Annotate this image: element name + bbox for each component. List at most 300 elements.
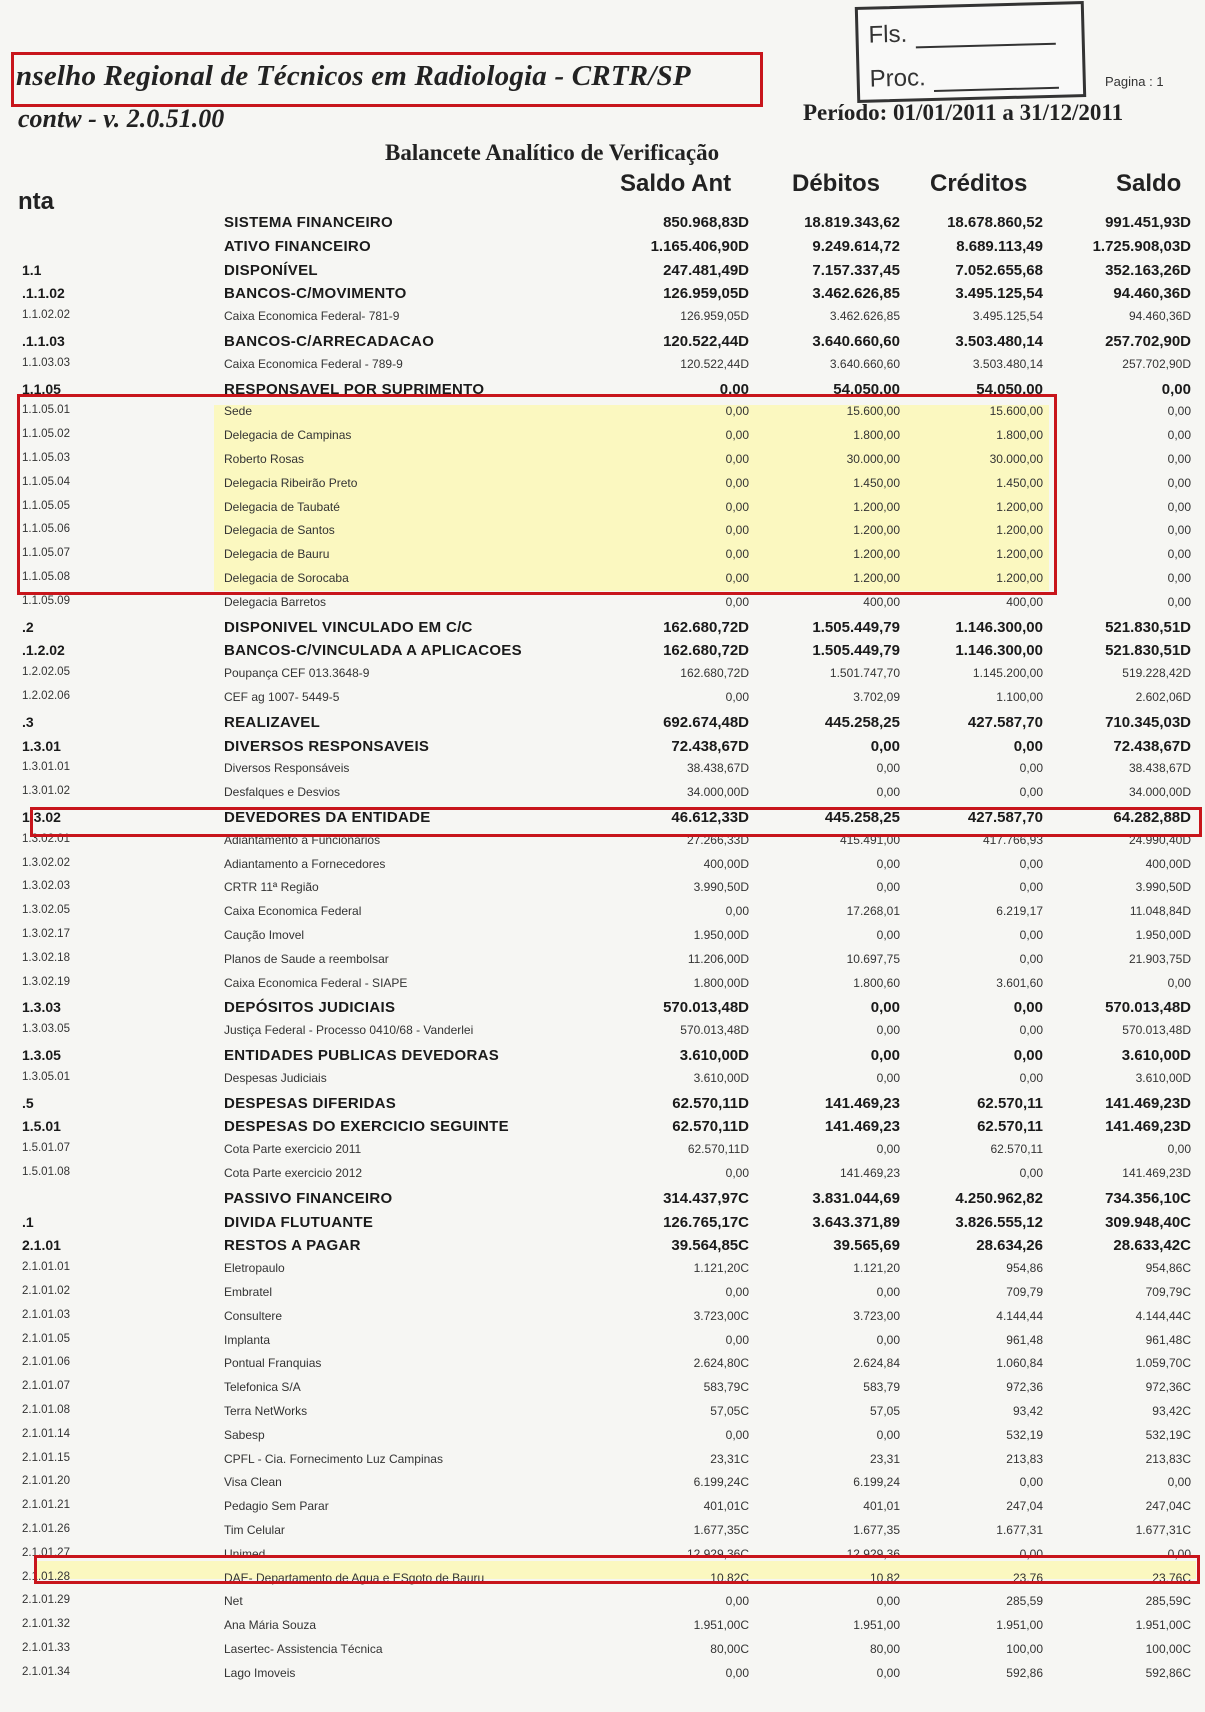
debitos-value: 0,00 [876, 856, 900, 871]
table-row [0, 642, 1205, 664]
debitos-value: 3.640.660,60 [829, 356, 900, 371]
saldo-ant-value: 0,00 [725, 1665, 749, 1680]
debitos-value: 10.697,75 [846, 951, 900, 966]
table-row [0, 1475, 1205, 1497]
debitos-value: 0,00 [876, 1332, 900, 1347]
debitos-value: 6.199,24 [853, 1475, 900, 1490]
saldo-value: 24.990,40D [1128, 832, 1191, 847]
account-description: Net [224, 1594, 243, 1609]
account-code: 1.1.05.07 [22, 547, 70, 560]
saldo-value: 11.048,84D [1129, 904, 1191, 919]
account-description: Roberto Rosas [224, 452, 305, 466]
account-description: REALIZAVEL [224, 713, 321, 731]
saldo-ant-value: 1.800,00D [693, 975, 749, 990]
account-description: Cota Parte exercicio 2011 [224, 1142, 362, 1157]
table-row [0, 666, 1205, 688]
account-description: Poupança CEF 013.3648-9 [224, 666, 370, 681]
saldo-ant-value: 34.000,00D [686, 785, 749, 800]
annotation-box-unimed [34, 1555, 1200, 1584]
report-title: Balancete Analítico de Verificação [385, 140, 720, 165]
table-row [0, 738, 1205, 760]
account-code: 2.1.01.33 [22, 1642, 70, 1654]
saldo-value: 570.013,48D [1122, 1023, 1191, 1038]
debitos-value: 0,00 [876, 1023, 900, 1038]
account-code: 1.3.03.05 [22, 1023, 70, 1036]
account-code: 1.3.02.17 [22, 928, 70, 940]
saldo-ant-value: 0,00 [725, 594, 749, 609]
saldo-value: 710.345,03D [1105, 713, 1191, 731]
creditos-value: 1.200,00 [996, 523, 1043, 538]
account-code: 2.1.01.08 [22, 1404, 70, 1416]
account-description: DESPESAS DIFERIDAS [224, 1094, 397, 1112]
account-code: 1.1.05.08 [22, 571, 70, 583]
saldo-ant-value: 0,00 [725, 1594, 749, 1609]
account-description: Delegacia de Santos [224, 523, 335, 538]
debitos-value: 17.268,01 [846, 904, 900, 919]
saldo-ant-value: 570.013,48D [663, 999, 749, 1017]
account-code: .3 [22, 713, 34, 730]
saldo-ant-value: 314.437,97C [663, 1189, 749, 1207]
saldo-value: 1.059,70C [1135, 1356, 1191, 1371]
saldo-value: 3.610,00D [1121, 1047, 1191, 1064]
account-code: 2.1.01 [22, 1237, 61, 1254]
saldo-value: 734.356,10C [1105, 1189, 1191, 1207]
table-row [0, 262, 1205, 284]
creditos-value: 0,00 [1013, 737, 1043, 755]
column-header-saldo-ant: Saldo Ant [620, 170, 732, 197]
account-code: 2.1.01.26 [22, 1523, 70, 1535]
account-code: 2.1.01.01 [22, 1261, 70, 1274]
account-code: 1.1.05.06 [22, 523, 70, 536]
debitos-value: 57,05 [869, 1404, 900, 1418]
account-code: 1.3.02.05 [22, 904, 70, 917]
debitos-value: 445.258,25 [824, 713, 900, 731]
saldo-ant-value: 570.013,48D [680, 1023, 749, 1038]
account-description: BANCOS-C/VINCULADA A APLICACOES [224, 642, 522, 660]
account-description: RESTOS A PAGAR [224, 1237, 361, 1255]
saldo-ant-value: 62.570,11D [687, 1142, 749, 1157]
saldo-value: 141.469,23D [1105, 1094, 1191, 1112]
table-row [0, 1237, 1205, 1259]
account-code: .2 [22, 618, 34, 635]
creditos-value: 417.766,93 [982, 832, 1043, 847]
account-description: DESPESAS DO EXERCICIO SEGUINTE [224, 1118, 509, 1136]
annotation-box-suprimento [17, 394, 1057, 595]
account-description: Eletropaulo [224, 1261, 285, 1276]
saldo-value: 0,00 [1167, 1475, 1191, 1490]
creditos-value: 3.503.480,14 [955, 333, 1043, 350]
saldo-ant-value: 692.674,48D [663, 713, 749, 731]
debitos-value: 1.200,00 [853, 571, 900, 585]
saldo-value: 0,00 [1167, 452, 1191, 466]
debitos-value: 2.624,84 [853, 1356, 900, 1371]
account-description: Caução Imovel [224, 928, 305, 942]
debitos-value: 30.000,00 [846, 452, 900, 466]
saldo-ant-value: 0,00 [725, 1166, 749, 1180]
debitos-value: 0,00 [876, 1142, 900, 1157]
table-row [0, 1333, 1205, 1355]
saldo-ant-value: 11.206,00D [687, 951, 749, 966]
table-row [0, 1666, 1205, 1688]
saldo-value: 0,00 [1167, 1546, 1191, 1561]
creditos-value: 961,48 [1006, 1332, 1043, 1347]
table-row [0, 214, 1205, 236]
creditos-value: 100,00 [1006, 1642, 1043, 1656]
table-row [0, 1452, 1205, 1474]
saldo-value: 28.633,42C [1113, 1237, 1191, 1255]
debitos-value: 7.157.337,45 [812, 261, 900, 279]
table-row [0, 880, 1205, 902]
account-code: 1.3.02.01 [22, 832, 70, 845]
saldo-ant-value: 39.564,85C [671, 1237, 749, 1255]
creditos-value: 23,76 [1012, 1570, 1043, 1585]
debitos-value: 3.831.044,69 [812, 1189, 900, 1207]
debitos-value: 0,00 [870, 999, 900, 1017]
account-description: ATIVO FINANCEIRO [224, 237, 372, 255]
creditos-value: 0,00 [1013, 1047, 1043, 1064]
debitos-value: 0,00 [870, 1047, 900, 1064]
account-code: 1.5.01.07 [22, 1142, 70, 1155]
saldo-ant-value: 3.990,50D [693, 880, 749, 895]
saldo-value: 709,79C [1145, 1285, 1191, 1299]
stamp-proc-line [934, 69, 1059, 92]
creditos-value: 1.145.200,00 [972, 666, 1043, 681]
saldo-ant-value: 0,00 [725, 452, 749, 466]
creditos-value: 1.200,00 [996, 499, 1043, 514]
saldo-ant-value: 400,00D [703, 856, 749, 871]
creditos-value: 1.146.300,00 [955, 642, 1043, 660]
account-code: .5 [22, 1094, 34, 1111]
account-description: Caixa Economica Federal [224, 904, 362, 919]
debitos-value: 1.200,00 [853, 499, 900, 514]
account-description: Tim Celular [224, 1523, 285, 1537]
account-description: Delegacia Barretos [224, 594, 327, 609]
account-code: 1.3.02.18 [22, 951, 70, 964]
debitos-value: 3.643.371,89 [812, 1213, 900, 1231]
creditos-value: 213,83 [1006, 1451, 1043, 1466]
account-description: Planos de Saude a reembolsar [224, 951, 389, 966]
saldo-ant-value: 23,31C [710, 1451, 749, 1466]
account-code: 1.2.02.06 [22, 690, 70, 702]
saldo-ant-value: 10,82C [710, 1570, 749, 1585]
account-code: 2.1.01.29 [22, 1594, 70, 1607]
creditos-value: 4.144,44 [996, 1308, 1043, 1323]
saldo-value: 972,36C [1145, 1380, 1191, 1395]
account-description: Implanta [224, 1332, 271, 1347]
account-description: DAE- Departamento de Agua e ESgoto de Bauru [224, 1570, 485, 1585]
creditos-value: 3.826.555,12 [955, 1213, 1043, 1231]
saldo-value: 0,00 [1167, 547, 1191, 562]
saldo-ant-value: 0,00 [719, 380, 749, 398]
creditos-value: 285,59 [1006, 1594, 1043, 1609]
account-description: RESPONSAVEL POR SUPRIMENTO [224, 380, 485, 398]
table-row [0, 357, 1205, 379]
table-row [0, 1214, 1205, 1236]
creditos-value: 1.800,00 [996, 428, 1043, 443]
saldo-ant-value: 0,00 [725, 904, 749, 919]
creditos-value: 54.050,00 [976, 380, 1043, 398]
creditos-value: 62.570,11 [977, 1118, 1043, 1136]
saldo-ant-value: 62.570,11D [672, 1118, 749, 1136]
saldo-value: 3.610,00D [1135, 1070, 1191, 1085]
saldo-value: 0,00 [1167, 475, 1191, 490]
creditos-value: 3.503.480,14 [972, 356, 1043, 371]
creditos-value: 4.250.962,82 [955, 1189, 1043, 1207]
saldo-ant-value: 0,00 [725, 1332, 749, 1347]
account-description: Ana Mária Souza [224, 1618, 317, 1633]
account-description: Consultere [224, 1308, 283, 1323]
account-description: Desfalques e Desvios [224, 785, 341, 800]
account-description: DISPONIVEL VINCULADO EM C/C [224, 618, 473, 636]
table-row [0, 1404, 1205, 1426]
debitos-value: 1.450,00 [853, 475, 900, 490]
saldo-ant-value: 3.610,00D [679, 1047, 749, 1064]
saldo-value: 1.950,00D [1135, 928, 1191, 942]
debitos-value: 400,00 [863, 594, 900, 609]
saldo-value: 570.013,48D [1105, 999, 1191, 1017]
saldo-value: 309.948,40C [1105, 1213, 1191, 1231]
saldo-value: 23,76C [1152, 1570, 1191, 1585]
saldo-value: 0,00 [1167, 428, 1191, 443]
account-code: 1.1.05.05 [22, 499, 70, 512]
saldo-ant-value: 0,00 [725, 404, 749, 419]
saldo-value: 93,42C [1152, 1404, 1191, 1418]
table-row [0, 714, 1205, 736]
saldo-value: 961,48C [1145, 1332, 1191, 1347]
table-row [0, 690, 1205, 712]
saldo-value: 21.903,75D [1128, 951, 1191, 966]
saldo-ant-value: 72.438,67D [671, 737, 749, 755]
account-description: Lasertec- Assistencia Técnica [224, 1642, 383, 1656]
debitos-value: 401,01 [863, 1499, 900, 1514]
saldo-value: 141.469,23D [1105, 1118, 1191, 1136]
creditos-value: 0,00 [1019, 856, 1043, 871]
saldo-value: 592,86C [1145, 1665, 1191, 1680]
account-code: 1.1.05.02 [22, 428, 70, 441]
saldo-ant-value: 3.610,00D [693, 1070, 749, 1085]
table-row [0, 1118, 1205, 1140]
account-description: Caixa Economica Federal - SIAPE [224, 975, 408, 990]
stamp-fls-line [915, 25, 1055, 49]
creditos-value: 1.951,00 [996, 1618, 1043, 1633]
saldo-ant-value: 46.612,33D [671, 809, 749, 826]
debitos-value: 1.800,00 [853, 428, 900, 443]
account-description: Pedagio Sem Parar [224, 1499, 329, 1514]
column-header-creditos: Créditos [930, 170, 1028, 197]
account-description: Cota Parte exercicio 2012 [224, 1166, 363, 1180]
saldo-value: 521.830,51D [1105, 642, 1191, 660]
table-row [0, 1618, 1205, 1640]
creditos-value: 3.601,60 [996, 975, 1043, 990]
saldo-value: 285,59C [1145, 1594, 1191, 1609]
saldo-value: 34.000,00D [1128, 785, 1191, 800]
page-number: Pagina : 1 [1105, 74, 1164, 89]
saldo-value: 4.144,44C [1135, 1308, 1191, 1323]
saldo-ant-value: 12.929,36C [686, 1546, 749, 1561]
saldo-value: 0,00 [1161, 380, 1191, 398]
table-row [0, 1523, 1205, 1545]
saldo-ant-value: 1.951,00C [693, 1618, 749, 1633]
creditos-value: 30.000,00 [989, 452, 1043, 466]
creditos-value: 1.200,00 [996, 547, 1043, 562]
report-org-title: nselho Regional de Técnicos em Radiologia - CRTR/SP [16, 60, 691, 92]
creditos-value: 0,00 [1013, 999, 1043, 1017]
debitos-value: 583,79 [863, 1380, 900, 1395]
account-code: 1.3.02.03 [22, 880, 70, 893]
debitos-value: 0,00 [870, 737, 900, 755]
creditos-value: 0,00 [1019, 880, 1043, 895]
account-description: Delegacia de Taubaté [224, 499, 340, 514]
column-header-saldo: Saldo [1116, 170, 1182, 197]
account-description: Diversos Responsáveis [224, 761, 350, 776]
account-code: 2.1.01.14 [22, 1427, 70, 1440]
saldo-value: 991.451,93D [1105, 214, 1191, 231]
saldo-value: 1.951,00C [1135, 1618, 1191, 1633]
saldo-ant-value: 1.950,00D [693, 928, 749, 942]
account-code: 1.3.02 [22, 809, 61, 825]
account-code: 2.1.01.15 [22, 1451, 70, 1464]
creditos-value: 954,86 [1006, 1261, 1043, 1276]
column-header-conta: nta [18, 188, 54, 215]
saldo-ant-value: 0,00 [725, 547, 749, 562]
saldo-ant-value: 247.481,49D [663, 261, 749, 279]
saldo-ant-value: 162.680,72D [663, 642, 749, 660]
saldo-ant-value: 120.522,44D [663, 333, 749, 350]
creditos-value: 0,00 [1019, 1166, 1043, 1180]
report-version: contw - v. 2.0.51.00 [18, 104, 225, 133]
account-code: 1.1.02.02 [22, 309, 70, 322]
saldo-ant-value: 57,05C [710, 1404, 749, 1418]
creditos-value: 0,00 [1019, 785, 1043, 800]
table-row [0, 976, 1205, 998]
annotation-box-devedores [30, 807, 1202, 837]
saldo-ant-value: 162.680,72D [663, 618, 749, 636]
account-description: Delegacia de Bauru [224, 547, 330, 562]
account-description: CRTR 11ª Região [224, 880, 319, 895]
account-code: 2.1.01.20 [22, 1475, 70, 1488]
table-row [0, 952, 1205, 974]
debitos-value: 39.565,69 [833, 1237, 900, 1255]
creditos-value: 427.587,70 [967, 713, 1043, 731]
account-description: Embratel [224, 1285, 273, 1299]
account-description: Adiantamento a Funcionários [224, 832, 381, 847]
creditos-value: 0,00 [1019, 1546, 1043, 1561]
debitos-value: 0,00 [876, 785, 900, 800]
table-row [0, 309, 1205, 331]
creditos-value: 18.678.860,52 [947, 214, 1043, 231]
debitos-value: 0,00 [876, 1427, 900, 1442]
creditos-value: 28.634,26 [976, 1237, 1043, 1255]
debitos-value: 54.050,00 [833, 380, 900, 398]
creditos-value: 427.587,70 [967, 809, 1043, 826]
account-description: BANCOS-C/MOVIMENTO [224, 285, 407, 303]
saldo-ant-value: 126.959,05D [663, 285, 749, 303]
saldo-value: 94.460,36D [1113, 285, 1191, 303]
account-code: 2.1.01.21 [22, 1499, 70, 1512]
creditos-value: 0,00 [1019, 1070, 1043, 1085]
saldo-ant-value: 120.522,44D [680, 356, 749, 371]
saldo-value: 213,83C [1145, 1451, 1191, 1466]
saldo-ant-value: 0,00 [725, 428, 749, 443]
debitos-value: 1.505.449,79 [812, 618, 900, 636]
account-code: 1.3.03 [22, 999, 61, 1016]
account-code: 1.5.01.08 [22, 1166, 70, 1178]
account-description: Terra NetWorks [224, 1404, 308, 1418]
account-description: SISTEMA FINANCEIRO [224, 214, 394, 231]
saldo-ant-value: 62.570,11D [672, 1094, 749, 1112]
saldo-ant-value: 38.438,67D [686, 761, 749, 776]
debitos-value: 1.800,60 [853, 975, 900, 990]
account-code: .1.1.02 [22, 285, 65, 302]
debitos-value: 23,31 [869, 1451, 900, 1466]
saldo-value: 38.438,67D [1128, 761, 1191, 776]
debitos-value: 1.200,00 [853, 547, 900, 562]
account-code: 1.2.02.05 [22, 666, 70, 679]
account-code: 1.3.05 [22, 1047, 61, 1063]
debitos-value: 0,00 [876, 928, 900, 942]
table-row [0, 333, 1205, 355]
creditos-value: 8.689.113,49 [956, 237, 1043, 255]
debitos-value: 141.469,23 [824, 1118, 900, 1136]
debitos-value: 10,82 [869, 1570, 900, 1585]
table-row [0, 1499, 1205, 1521]
account-description: Unimed [224, 1546, 266, 1561]
table-row [0, 999, 1205, 1021]
saldo-value: 141.469,23D [1122, 1166, 1191, 1180]
account-description: CPFL - Cia. Fornecimento Luz Campinas [224, 1451, 443, 1466]
account-code: 2.1.01.07 [22, 1380, 70, 1393]
creditos-value: 247,04 [1006, 1499, 1043, 1514]
account-description: Caixa Economica Federal- 781-9 [224, 309, 400, 324]
saldo-value: 94.460,36D [1128, 309, 1191, 324]
debitos-value: 3.462.626,85 [829, 309, 900, 324]
creditos-value: 0,00 [1019, 1475, 1043, 1490]
creditos-value: 6.219,17 [996, 904, 1043, 919]
account-code: 2.1.01.02 [22, 1285, 70, 1297]
table-row [0, 1047, 1205, 1069]
debitos-value: 445.258,25 [824, 809, 900, 826]
creditos-value: 1.146.300,00 [955, 618, 1043, 636]
debitos-value: 80,00 [869, 1642, 900, 1656]
debitos-value: 0,00 [876, 1285, 900, 1299]
table-row [0, 1356, 1205, 1378]
debitos-value: 0,00 [876, 880, 900, 895]
account-code: 2.1.01.03 [22, 1308, 70, 1321]
saldo-ant-value: 0,00 [725, 499, 749, 514]
saldo-value: 0,00 [1167, 404, 1191, 419]
saldo-value: 257.702,90D [1105, 333, 1191, 350]
table-row [0, 595, 1205, 617]
account-code: 1.1.05.03 [22, 452, 70, 464]
saldo-ant-value: 850.968,83D [663, 214, 749, 231]
account-code: 1.1.03.03 [22, 356, 70, 369]
saldo-ant-value: 162.680,72D [680, 666, 749, 681]
account-description: Delegacia de Campinas [224, 428, 352, 443]
saldo-ant-value: 401,01C [703, 1499, 749, 1514]
account-description: Telefonica S/A [224, 1380, 301, 1395]
account-description: Sede [224, 404, 253, 419]
debitos-value: 1.200,00 [853, 523, 900, 538]
saldo-value: 400,00D [1145, 856, 1191, 871]
account-code: 1.3.01.02 [22, 785, 70, 798]
creditos-value: 709,79 [1006, 1285, 1043, 1299]
saldo-value: 0,00 [1167, 571, 1191, 585]
creditos-value: 15.600,00 [989, 404, 1043, 419]
table-row [0, 1594, 1205, 1616]
account-code: 1.3.01 [22, 737, 61, 754]
creditos-value: 1.450,00 [996, 475, 1043, 490]
saldo-value: 247,04C [1145, 1499, 1191, 1514]
